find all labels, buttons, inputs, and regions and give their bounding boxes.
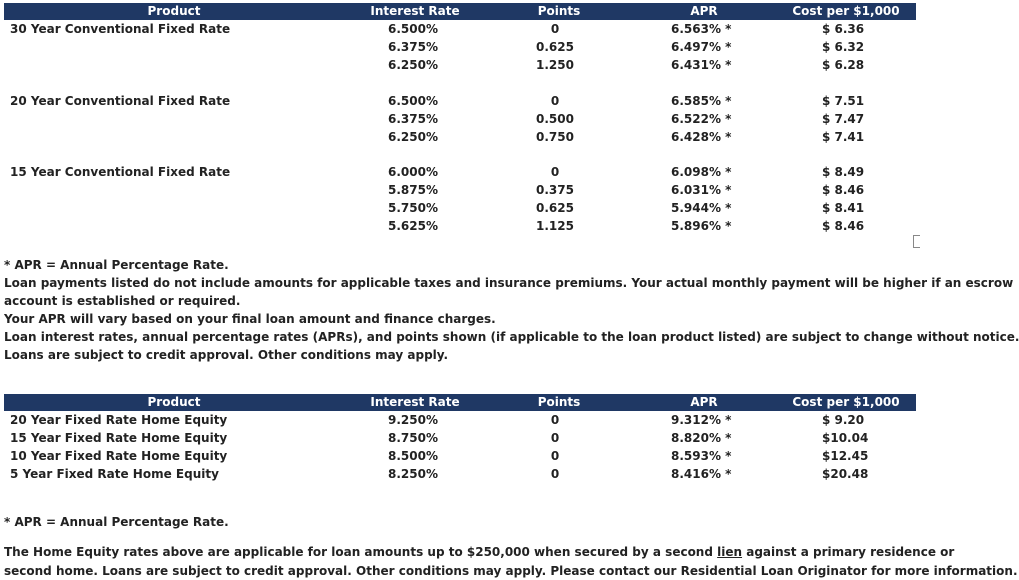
note-line: account is established or required. (4, 294, 241, 308)
apr: 6.563% * (671, 22, 732, 36)
apr: 5.944% * (671, 201, 732, 215)
apr: 6.428% * (671, 130, 732, 144)
interest-rate: 8.250% (388, 467, 438, 481)
cost: $ 7.41 (822, 130, 865, 144)
points: 1.250 (536, 58, 574, 72)
cost: $ 6.28 (822, 58, 865, 72)
note-line: Loan interest rates, annual percentage rates (APRs), and points shown (if applicable to the loan product listed) are subject to change without notice. (4, 330, 1019, 344)
interest-rate: 5.625% (388, 219, 438, 233)
interest-rate: 6.375% (388, 40, 438, 54)
points: 0 (550, 165, 560, 179)
header-interest-rate: Interest Rate (370, 4, 460, 18)
note-text: against a primary residence or (742, 545, 955, 559)
points: 0.375 (536, 183, 574, 197)
interest-rate: 8.750% (388, 431, 438, 445)
points: 0 (550, 431, 560, 445)
interest-rate: 6.500% (388, 22, 438, 36)
cost: $20.48 (822, 467, 869, 481)
apr: 6.098% * (671, 165, 732, 179)
note-line: second home. Loans are subject to credit approval. Other conditions may apply. Please contact our Residential Loan Originator for more information. (4, 564, 1018, 578)
table1-header (4, 3, 916, 20)
cost: $ 8.46 (822, 183, 865, 197)
header-interest-rate: Interest Rate (370, 395, 460, 409)
interest-rate: 6.375% (388, 112, 438, 126)
cost: $10.04 (822, 431, 869, 445)
header-cost: Cost per $1,000 (792, 395, 900, 409)
apr: 8.593% * (671, 449, 732, 463)
points: 0 (550, 413, 560, 427)
note-text: The Home Equity rates above are applicable for loan amounts up to $250,000 when secured by a second (4, 545, 718, 559)
cost: $ 8.41 (822, 201, 865, 215)
cost: $ 6.36 (822, 22, 865, 36)
cell-selection-marker (913, 235, 920, 248)
points: 0.625 (536, 40, 574, 54)
points: 0 (550, 94, 560, 108)
note-line: Your APR will vary based on your final loan amount and finance charges. (4, 312, 496, 326)
interest-rate: 6.250% (388, 130, 438, 144)
points: 0.625 (536, 201, 574, 215)
interest-rate: 6.500% (388, 94, 438, 108)
cost: $12.45 (822, 449, 869, 463)
points: 0 (550, 22, 560, 36)
product-name: 10 Year Fixed Rate Home Equity (10, 449, 228, 463)
product-name: 5 Year Fixed Rate Home Equity (10, 467, 219, 481)
apr-footnote: * APR = Annual Percentage Rate. (4, 515, 229, 529)
interest-rate: 5.875% (388, 183, 438, 197)
interest-rate: 5.750% (388, 201, 438, 215)
header-cost: Cost per $1,000 (792, 4, 900, 18)
header-points: Points (537, 395, 581, 409)
header-product: Product (147, 4, 201, 18)
lien-link[interactable]: lien (717, 545, 743, 559)
table2-header (4, 394, 916, 411)
interest-rate: 9.250% (388, 413, 438, 427)
cost: $ 7.51 (822, 94, 865, 108)
apr: 6.522% * (671, 112, 732, 126)
interest-rate: 8.500% (388, 449, 438, 463)
cost: $ 9.20 (822, 413, 865, 427)
product-name: 30 Year Conventional Fixed Rate (10, 22, 231, 36)
header-apr: APR (690, 4, 718, 18)
points: 0 (550, 449, 560, 463)
product-name: 20 Year Conventional Fixed Rate (10, 94, 231, 108)
apr: 5.896% * (671, 219, 732, 233)
cost: $ 8.49 (822, 165, 865, 179)
header-product: Product (147, 395, 201, 409)
product-name: 15 Year Fixed Rate Home Equity (10, 431, 228, 445)
points: 0 (550, 467, 560, 481)
header-apr: APR (690, 395, 718, 409)
apr: 8.820% * (671, 431, 732, 445)
cost: $ 6.32 (822, 40, 865, 54)
product-name: 20 Year Fixed Rate Home Equity (10, 413, 228, 427)
apr: 6.431% * (671, 58, 732, 72)
points: 0.500 (536, 112, 574, 126)
apr: 9.312% * (671, 413, 732, 427)
cost: $ 7.47 (822, 112, 865, 126)
note-line (4, 545, 954, 559)
points: 1.125 (536, 219, 574, 233)
apr: 6.497% * (671, 40, 732, 54)
product-name: 15 Year Conventional Fixed Rate (10, 165, 231, 179)
apr: 6.585% * (671, 94, 732, 108)
note-line: Loan payments listed do not include amounts for applicable taxes and insurance premiums. Your actual monthly payment will be higher if an escrow (4, 276, 1014, 290)
interest-rate: 6.250% (388, 58, 438, 72)
apr-footnote: * APR = Annual Percentage Rate. (4, 258, 229, 272)
header-points: Points (537, 4, 581, 18)
points: 0.750 (536, 130, 574, 144)
cost: $ 8.46 (822, 219, 865, 233)
interest-rate: 6.000% (388, 165, 438, 179)
apr: 8.416% * (671, 467, 732, 481)
apr: 6.031% * (671, 183, 732, 197)
note-line: Loans are subject to credit approval. Other conditions may apply. (4, 348, 449, 362)
